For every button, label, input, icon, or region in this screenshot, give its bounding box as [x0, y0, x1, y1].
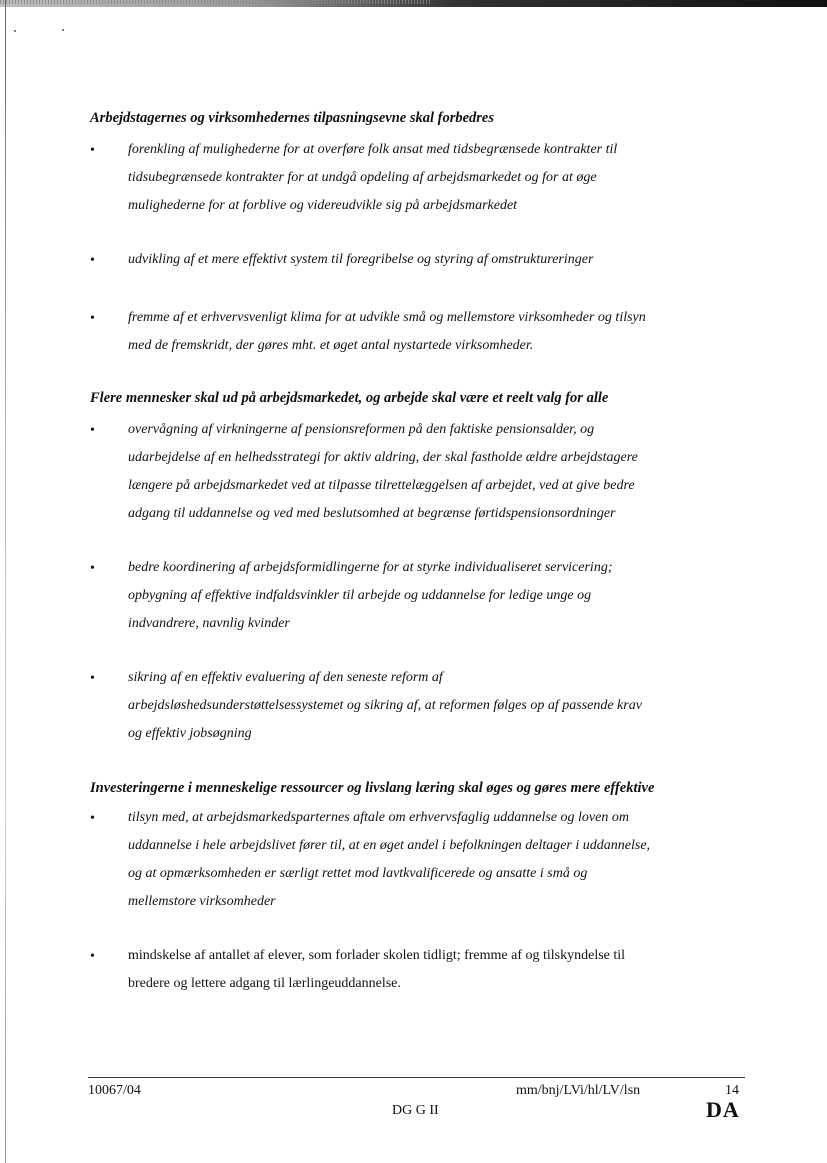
scan-speck: [62, 29, 64, 31]
list-item-line: fremme af et erhvervsvenligt klima for at udvikle små og mellemstore virksomheder og tilsyn: [128, 310, 646, 325]
top-scan-border: [0, 0, 827, 7]
list-item-line: forenkling af mulighederne for at overføre folk ansat med tidsbegrænsede kontrakter til: [128, 142, 618, 157]
list-item-line: arbejdsløshedsunderstøttelsessystemet og sikring af, at reformen følges op af passende krav: [128, 698, 642, 713]
bullet-icon: •: [90, 253, 95, 268]
bullet-icon: •: [90, 423, 95, 438]
scan-speck: [14, 30, 16, 32]
footer-page-number: 14: [725, 1083, 739, 1098]
list-item-line: overvågning af virkningerne af pensionsreformen på den faktiske pensionsalder, og: [128, 422, 595, 437]
bullet-icon: •: [90, 671, 95, 686]
list-item-line: længere på arbejdsmarkedet ved at tilpasse tilrettelæggelsen af arbejdet, ved at give bedre: [128, 478, 635, 493]
left-scan-edge: [5, 0, 6, 1163]
list-item-line: udarbejdelse af en helhedsstrategi for aktiv aldring, der skal fastholde ældre arbejdstagere: [128, 450, 638, 465]
footer-language-code: DA: [706, 1097, 740, 1122]
list-item-line: bredere og lettere adgang til lærlingeuddannelse.: [128, 976, 401, 991]
bullet-icon: •: [90, 143, 95, 158]
bullet-icon: •: [90, 561, 95, 576]
bullet-icon: •: [90, 949, 95, 964]
list-item-line: tidsubegrænsede kontrakter for at undgå opdeling af arbejdsmarkedet og for at øge: [128, 170, 597, 185]
footer-doc-number: 10067/04: [88, 1083, 141, 1098]
list-item-line: mulighederne for at forblive og videreudvikle sig på arbejdsmarkedet: [128, 198, 518, 213]
list-item-line: mindskelse af antallet af elever, som forlader skolen tidligt; fremme af og tilskyndelse til: [128, 948, 626, 963]
list-item-line: adgang til uddannelse og ved med beslutsomhed at begrænse førtidspensionsordninger: [128, 506, 616, 521]
bullet-icon: •: [90, 811, 95, 826]
footer-divider: [88, 1077, 745, 1078]
list-item-line: bedre koordinering af arbejdsformidlingerne for at styrke individualiseret servicering;: [128, 560, 613, 575]
list-item-line: og at opmærksomheden er særligt rettet mod lavtkvalificerede og ansatte i små og: [128, 866, 588, 881]
list-item-line: tilsyn med, at arbejdsmarkedsparternes aftale om erhvervsfaglig uddannelse og loven om: [128, 810, 629, 825]
list-item-line: og effektiv jobsøgning: [128, 726, 252, 741]
list-item-line: sikring af en effektiv evaluering af den seneste reform af: [128, 670, 443, 685]
list-item-line: mellemstore virksomheder: [128, 894, 276, 909]
section-heading: Flere mennesker skal ud på arbejdsmarkedet, og arbejde skal være et reelt valg for alle: [90, 390, 609, 406]
list-item-line: uddannelse i hele arbejdslivet fører til, at en øget andel i befolkningen deltager i uddannelse,: [128, 838, 651, 853]
list-item-line: med de fremskridt, der gøres mht. et øget antal nystartede virksomheder.: [128, 338, 534, 353]
footer-initials: mm/bnj/LVi/hl/LV/lsn: [516, 1083, 641, 1098]
section-heading: Investeringerne i menneskelige ressourcer og livslang læring skal øges og gøres mere effektive: [90, 780, 655, 796]
section-heading: Arbejdstagernes og virksomhedernes tilpasningsevne skal forbedres: [90, 110, 494, 126]
list-item-line: opbygning af effektive indfaldsvinkler til arbejde og uddannelse for ledige unge og: [128, 588, 592, 603]
list-item-line: udvikling af et mere effektivt system til foregribelse og styring af omstruktureringer: [128, 252, 594, 267]
footer-department: DG G II: [392, 1103, 439, 1118]
bullet-icon: •: [90, 311, 95, 326]
list-item-line: indvandrere, navnlig kvinder: [128, 616, 290, 631]
